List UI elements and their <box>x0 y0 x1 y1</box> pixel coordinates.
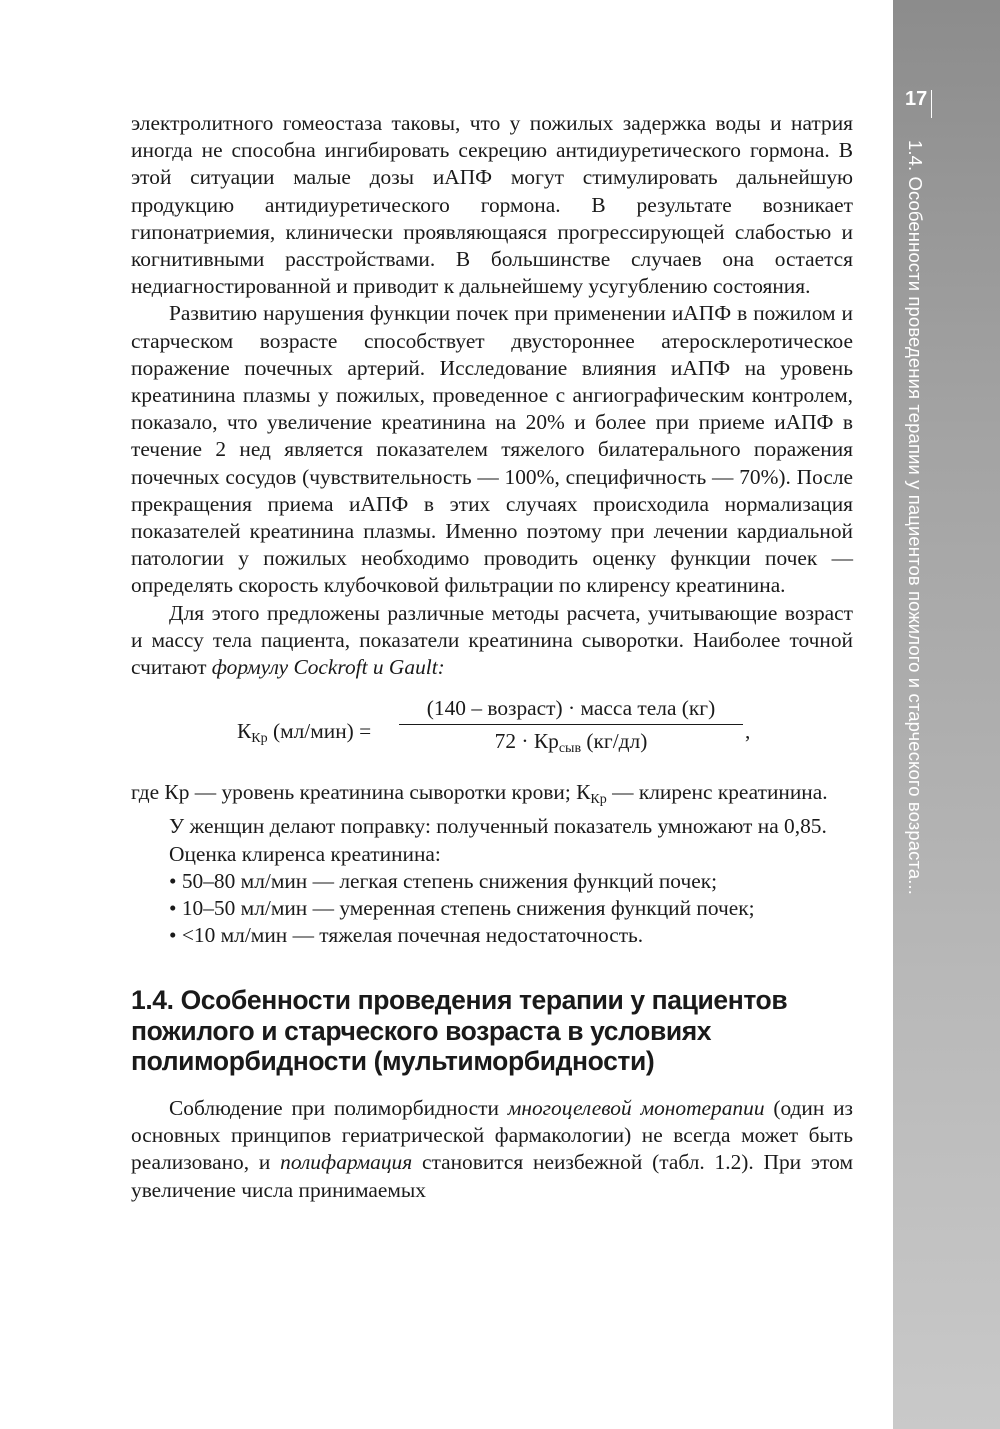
page-number: 17 <box>905 88 928 110</box>
paragraph-polymorbidity <box>131 1095 853 1204</box>
polymorbidity-text-b: (один из основных принципов гериатрической фармакологии) не всегда может быть реализовано, и <box>131 1095 853 1175</box>
formula-name: формулу Cockroft и Gault: <box>211 655 445 680</box>
formula-fraction <box>399 695 743 762</box>
list-item: • <10 мл/мин — тяжелая почечная недостаточность. <box>169 923 644 948</box>
running-head: 1.4. Особенности проведения терапии у пациентов пожилого и старческого возраста... <box>905 140 926 895</box>
paragraph-methods <box>131 600 853 682</box>
formula-den-main: 72 · Кр <box>494 729 559 754</box>
polymorbidity-text-c: становится неизбежной (табл. 1.2). При этом увеличение числа принимаемых <box>131 1150 853 1202</box>
methods-text: Для этого предложены различные методы расчета, учитывающие возраст и массу тела пациента, показатели креатинина сыворотки. Наиболее точной считают <box>131 600 853 680</box>
formula-den-sub: сыв <box>558 741 582 757</box>
formula-comma: , <box>745 719 751 744</box>
paragraph-electrolyte: электролитного гомеостаза таковы, что у пожилых задержка воды и натрия иногда не способна ингибировать секрецию антидиуретического гормона. В этой ситуации малые дозы иАПФ могут стимулировать дальнейшую продукцию антидиуретического гормона. В результате возникает гипонатриемия, клинически проявляющаяся прогрессирующей слабостью и когнитивными расстройствами. В большинстве случаев она остается недиагностированной и приводит к дальнейшему усугублению состояния. <box>131 111 853 299</box>
formula-lhs <box>237 718 371 752</box>
clearance-list-intro: Оценка клиренса креатинина: <box>169 841 441 866</box>
formula-denominator <box>399 728 743 762</box>
paragraph-renal-function: Развитию нарушения функции почек при применении иАПФ в пожилом и старческом возрасте способствует двустороннее атеросклеротическое поражение почечных артерий. Исследование влияния иАПФ на уровень креатинина плазмы у пожилых, проведенное с ангиографическим контролем, показало, что увеличение креатинина на 20% и более при приеме иАПФ в течение 2 нед является показателем тяжелого билатерального поражения почечных сосудов (чувствительность — 100%, специфичность — 70%). После прекращения приема иАПФ в этих случаях происходила нормализация показателей креатинина плазмы. Именно поэтому при лечении кардиальной патологии у пожилых необходимо проводить оценку функции почек — определять скорость клубочковой фильтрации по клиренсу креатинина. <box>131 301 853 598</box>
formula-lhs-sub: Кр <box>251 731 268 747</box>
section-heading: 1.4. Особенности проведения терапии у пациентов пожилого и старческого возраста в условиях полиморбидности (мультиморбидности) <box>131 985 788 1077</box>
formula-lhs-unit: (мл/мин) = <box>267 719 372 744</box>
polymorbidity-italic-1: многоцелевой монотерапии <box>507 1095 765 1120</box>
polymorbidity-text-a: Соблюдение при полиморбидности <box>169 1095 508 1120</box>
cockroft-gault-formula <box>131 695 853 769</box>
fraction-bar <box>399 724 743 725</box>
definitions-text-a: где Кр — уровень креатинина сыворотки крови; К <box>131 780 591 805</box>
definitions-text-b: — клиренс креатинина. <box>606 780 828 805</box>
formula-lhs-symbol: К <box>237 719 252 744</box>
paragraph-women-correction: У женщин делают поправку: полученный показатель умножают на 0,85. <box>169 814 827 839</box>
page-body <box>131 110 853 1204</box>
list-item: • 10–50 мл/мин — умеренная степень снижения функций почек; <box>169 896 755 921</box>
paragraph-definitions <box>131 779 853 813</box>
list-item: • 50–80 мл/мин — легкая степень снижения функций почек; <box>169 868 718 893</box>
page-number-divider <box>931 90 932 118</box>
definitions-sub: Кр <box>590 792 607 808</box>
clearance-list <box>131 868 853 950</box>
formula-numerator: (140 – возраст) · масса тела (кг) <box>426 696 716 721</box>
formula-den-unit: (кг/дл) <box>581 729 648 754</box>
polymorbidity-italic-2: полифармация <box>280 1150 413 1175</box>
